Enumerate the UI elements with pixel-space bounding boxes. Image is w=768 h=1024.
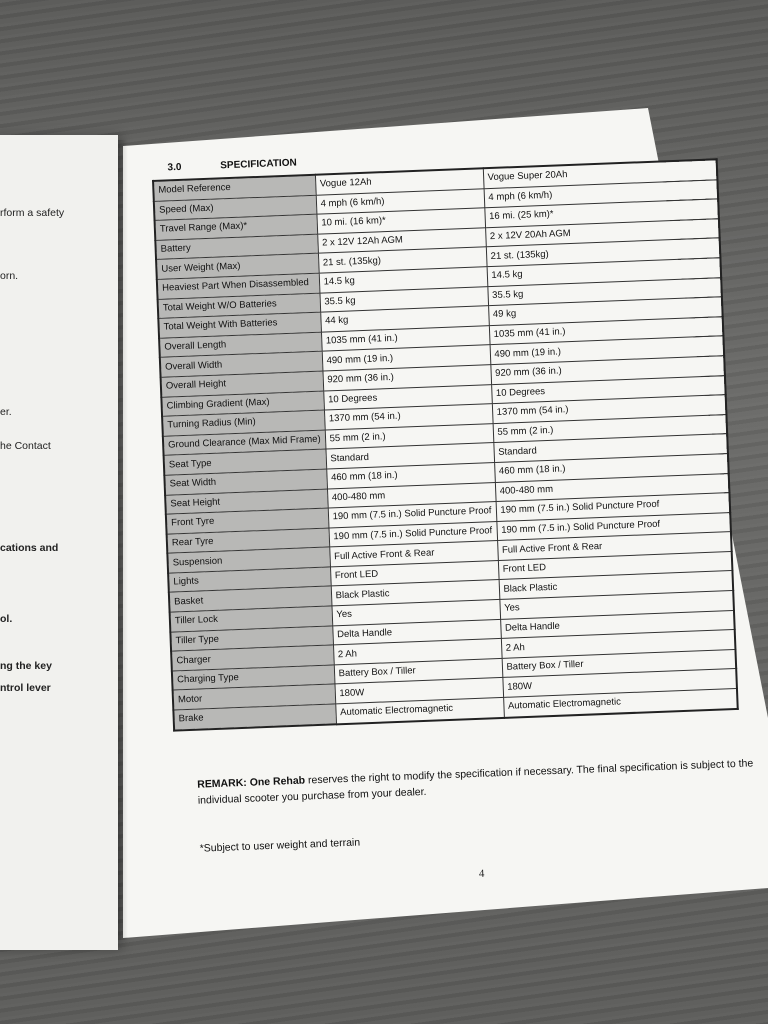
- spec-value-vogue-super-20ah: 400-480 mm: [495, 473, 730, 502]
- spec-label-cell: Rear Tyre: [167, 528, 330, 554]
- spec-value-vogue-12ah: 44 kg: [320, 306, 489, 332]
- remark-lead: REMARK: One Rehab: [197, 774, 306, 791]
- spec-label-cell: Speed (Max): [154, 195, 317, 221]
- spec-value-vogue-super-20ah: 10 Degrees: [491, 375, 726, 404]
- spec-value-vogue-12ah: 4 mph (6 km/h): [316, 188, 485, 214]
- spec-value-vogue-12ah: 14.5 kg: [319, 267, 488, 293]
- left-page-text-line: orn.: [0, 270, 19, 282]
- spec-value-vogue-super-20ah: 49 kg: [488, 297, 723, 326]
- left-page-text-line: cations and: [0, 542, 59, 554]
- spec-label-cell: Suspension: [167, 547, 330, 573]
- spec-label-cell: Overall Length: [159, 332, 322, 358]
- spec-value-vogue-12ah: 1035 mm (41 in.): [321, 325, 490, 351]
- spec-value-vogue-12ah: 10 mi. (16 km)*: [317, 208, 486, 234]
- spec-value-vogue-super-20ah: Battery Box / Tiller: [502, 649, 737, 678]
- spec-value-vogue-super-20ah: 180W: [502, 669, 737, 698]
- spec-label-cell: Model Reference: [153, 175, 316, 201]
- spec-value-vogue-super-20ah: 190 mm (7.5 in.) Solid Puncture Proof: [496, 512, 731, 541]
- spec-value-vogue-12ah: 400-480 mm: [327, 482, 496, 508]
- spec-label-cell: Travel Range (Max)*: [155, 214, 318, 240]
- spec-value-vogue-super-20ah: 16 mi. (25 km)*: [484, 199, 719, 228]
- spec-value-vogue-12ah: Delta Handle: [332, 619, 501, 645]
- spec-label-cell: Overall Width: [160, 351, 323, 377]
- spec-value-vogue-12ah: Full Active Front & Rear: [329, 541, 498, 567]
- left-page-text-line: er.: [0, 406, 12, 418]
- spec-value-vogue-super-20ah: Black Plastic: [499, 571, 734, 600]
- spec-label-cell: Ground Clearance (Max Mid Frame): [163, 430, 326, 456]
- spec-value-vogue-super-20ah: 2 Ah: [501, 630, 736, 659]
- spec-value-vogue-super-20ah: Front LED: [498, 551, 733, 580]
- spec-value-vogue-12ah: 2 x 12V 12Ah AGM: [317, 228, 486, 254]
- spec-value-vogue-12ah: 190 mm (7.5 in.) Solid Puncture Proof: [329, 521, 498, 547]
- spec-value-vogue-super-20ah: 35.5 kg: [487, 277, 722, 306]
- spec-label-cell: Lights: [168, 567, 331, 593]
- spec-label-cell: Tiller Type: [170, 626, 333, 652]
- spec-value-vogue-12ah: Yes: [332, 600, 501, 626]
- spec-value-vogue-12ah: 920 mm (36 in.): [323, 365, 492, 391]
- left-page-text-line: ng the key: [0, 660, 52, 672]
- spec-value-vogue-12ah: 190 mm (7.5 in.) Solid Puncture Proof: [328, 502, 497, 528]
- left-page-text-line: ol.: [0, 613, 13, 625]
- spec-label-cell: Heaviest Part When Disassembled: [157, 273, 320, 299]
- spec-label-cell: Motor: [173, 684, 336, 710]
- spec-value-vogue-super-20ah: 920 mm (36 in.): [490, 356, 725, 385]
- spec-value-vogue-12ah: 35.5 kg: [320, 286, 489, 312]
- spec-label-cell: User Weight (Max): [156, 254, 319, 280]
- spec-label-cell: Turning Radius (Min): [162, 410, 325, 436]
- spec-value-vogue-super-20ah: 21 st. (135kg): [486, 238, 721, 267]
- spec-value-vogue-super-20ah: 1035 mm (41 in.): [489, 316, 724, 345]
- spec-value-vogue-super-20ah: 1370 mm (54 in.): [492, 395, 727, 424]
- spec-value-vogue-super-20ah: 2 x 12V 20Ah AGM: [485, 219, 720, 248]
- spec-value-vogue-super-20ah: 460 mm (18 in.): [494, 453, 729, 482]
- spec-value-vogue-12ah: 460 mm (18 in.): [326, 462, 495, 488]
- spec-value-vogue-12ah: Front LED: [330, 560, 499, 586]
- spec-value-vogue-12ah: 55 mm (2 in.): [325, 423, 494, 449]
- spec-value-vogue-12ah: 180W: [335, 678, 504, 704]
- remark-text: reserves the right to modify the specification if necessary. The final specification is subject to the individual scooter you purchase from your dealer.: [197, 757, 754, 807]
- spec-value-vogue-super-20ah: 55 mm (2 in.): [493, 414, 728, 443]
- spec-label-cell: Total Weight W/O Batteries: [158, 293, 321, 319]
- spec-label-cell: Overall Height: [161, 371, 324, 397]
- spec-value-vogue-super-20ah: 190 mm (7.5 in.) Solid Puncture Proof: [496, 493, 731, 522]
- spec-value-vogue-super-20ah: Full Active Front & Rear: [497, 532, 732, 561]
- specification-table: [152, 158, 739, 731]
- spec-value-vogue-12ah: Battery Box / Tiller: [334, 658, 503, 684]
- page-gutter-shadow: [118, 140, 128, 940]
- spec-value-vogue-super-20ah: 14.5 kg: [487, 258, 722, 287]
- section-title: SPECIFICATION: [220, 157, 297, 172]
- spec-label-cell: Seat Type: [164, 449, 327, 475]
- spec-value-vogue-super-20ah: Automatic Electromagnetic: [503, 688, 738, 717]
- spec-label-cell: Seat Height: [165, 489, 328, 515]
- spec-value-vogue-super-20ah: 490 mm (19 in.): [490, 336, 725, 365]
- left-page: [0, 135, 118, 950]
- left-page-text-line: rform a safety: [0, 207, 65, 219]
- spec-label-cell: Tiller Lock: [170, 606, 333, 632]
- left-page-text-line: ntrol lever: [0, 682, 51, 694]
- section-number: 3.0: [167, 161, 182, 174]
- left-page-text-line: he Contact: [0, 440, 51, 452]
- spec-value-vogue-12ah: 2 Ah: [333, 639, 502, 665]
- spec-value-vogue-super-20ah: Standard: [493, 434, 728, 463]
- spec-value-vogue-12ah: Standard: [326, 443, 495, 469]
- spec-value-vogue-12ah: 21 st. (135kg): [318, 247, 487, 273]
- spec-label-cell: Seat Width: [164, 469, 327, 495]
- spec-label-cell: Charging Type: [172, 665, 335, 691]
- spec-label-cell: Climbing Gradient (Max): [161, 391, 324, 417]
- spec-value-vogue-12ah: Vogue 12Ah: [315, 168, 484, 195]
- spec-label-cell: Front Tyre: [166, 508, 329, 534]
- spec-label-cell: Battery: [155, 234, 318, 260]
- page-number: 4: [478, 867, 485, 880]
- footnote: *Subject to user weight and terrain: [199, 836, 361, 855]
- spec-label-cell: Total Weight With Batteries: [158, 312, 321, 338]
- spec-label-cell: Charger: [171, 645, 334, 671]
- spec-value-vogue-super-20ah: Delta Handle: [500, 610, 735, 639]
- spec-value-vogue-super-20ah: 4 mph (6 km/h): [484, 179, 719, 208]
- spec-value-vogue-12ah: 1370 mm (54 in.): [324, 404, 493, 430]
- spec-value-vogue-12ah: Automatic Electromagnetic: [335, 697, 504, 724]
- spec-label-cell: Brake: [173, 704, 336, 730]
- spec-value-vogue-12ah: Black Plastic: [331, 580, 500, 606]
- spec-value-vogue-12ah: 10 Degrees: [323, 384, 492, 410]
- spec-value-vogue-12ah: 490 mm (19 in.): [322, 345, 491, 371]
- spec-value-vogue-super-20ah: Vogue Super 20Ah: [483, 159, 718, 188]
- spec-value-vogue-super-20ah: Yes: [499, 591, 734, 620]
- spec-label-cell: Basket: [169, 586, 332, 612]
